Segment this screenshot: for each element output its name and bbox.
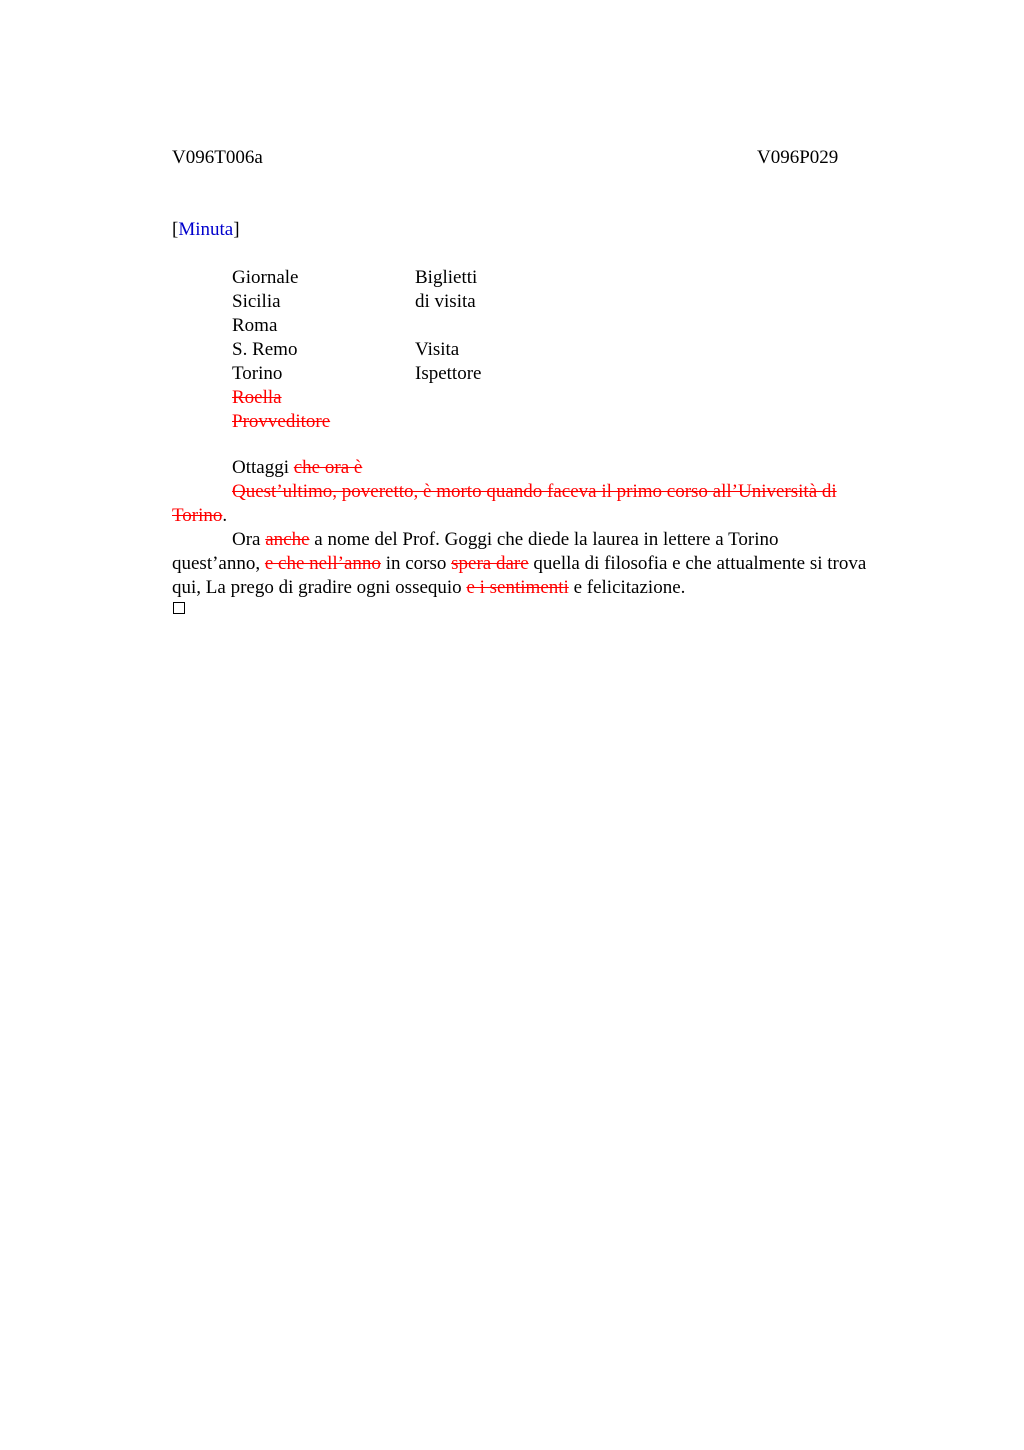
list-item: di visita [415,291,476,312]
body-text: a nome del Prof. Goggi che diede la laurea in lettere a Torino [314,529,779,550]
deleted-sentence-line1 [232,480,837,504]
list-item: Ispettore [415,363,482,384]
body-text: quest’anno, [172,553,261,574]
body-text: in corso [385,553,447,574]
deleted-text: e i sentimenti [466,577,569,598]
sentence-period: . [222,505,228,526]
list-item: Giornale [232,267,299,288]
body-text: Ora [232,529,261,550]
document-code-right: V096P029 [757,147,839,168]
body-text: quella di filosofia e che attualmente si trova [533,553,867,574]
body-line-2 [172,552,866,576]
open-bracket: [ [172,219,179,240]
deleted-text: spera dare [451,553,529,574]
end-square-icon [173,602,185,614]
body-text: qui, La prego di gradire ogni ossequio [172,577,462,598]
deleted-text: e che nell’anno [264,553,381,574]
deleted-text: che ora è [293,457,363,478]
list-item: Torino [232,363,283,384]
body-line-1 [232,528,778,552]
draft-label-text: Minuta [178,219,234,240]
left-list [232,266,330,434]
document-code-left: V096T006a [172,147,263,168]
deleted-list-item: Provveditore [232,411,331,432]
close-bracket: ] [233,219,240,240]
deleted-text: Torino [172,505,223,526]
list-item: S. Remo [232,339,298,360]
deleted-list-item: Roella [232,387,282,408]
list-item: Roma [232,315,278,336]
deleted-sentence-line2 [172,504,227,528]
deleted-text: Quest’ultimo, poveretto, è morto quando faceva il primo corso all’Università di [232,481,837,502]
list-item: Sicilia [232,291,281,312]
list-item: Biglietti [415,267,478,288]
ottaggi-text: Ottaggi [232,457,289,478]
list-item [415,314,481,338]
list-item: Visita [415,339,460,360]
draft-label [172,218,240,242]
body-line-3 [172,576,685,600]
body-text: e felicitazione. [573,577,686,598]
ottaggi-line [232,456,362,480]
deleted-text: anche [265,529,310,550]
right-list [415,266,481,386]
